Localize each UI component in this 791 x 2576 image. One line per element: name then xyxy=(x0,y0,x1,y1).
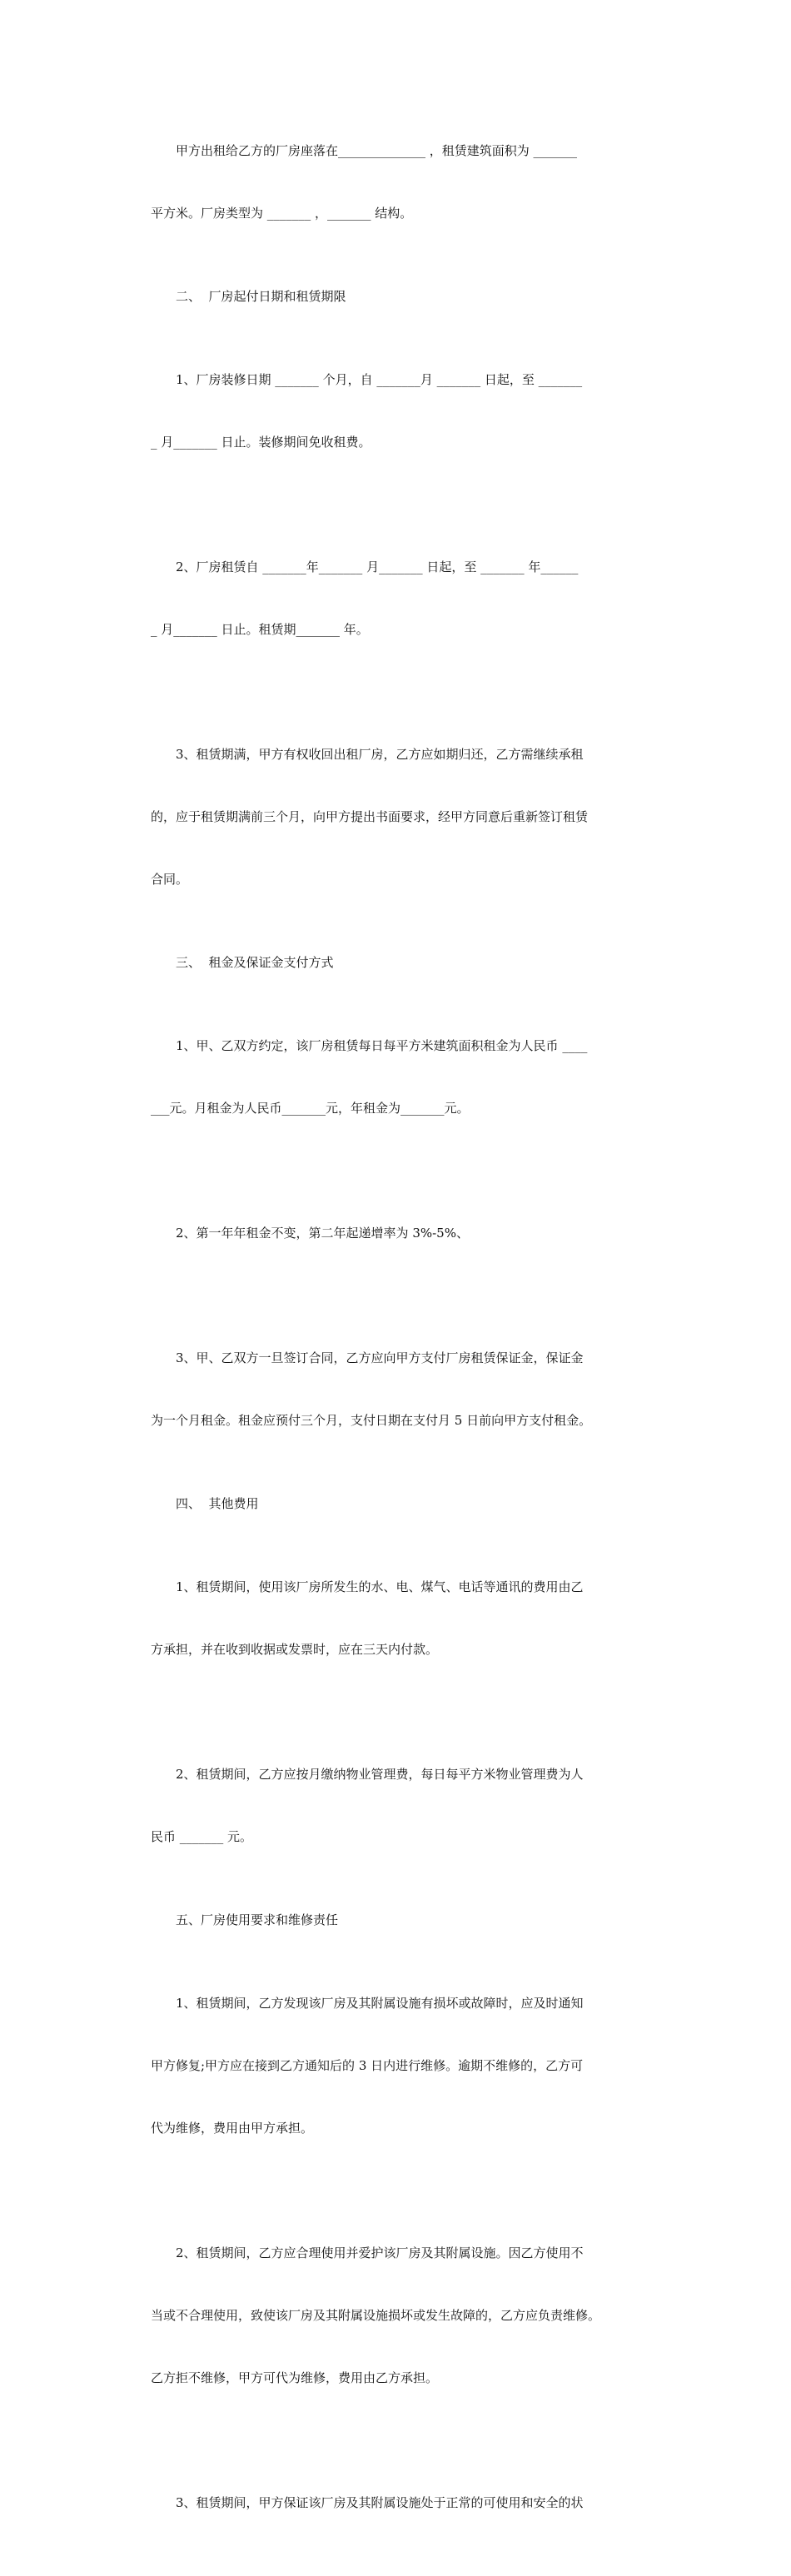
text-line: ___元。月租金为人民币_______元，年租金为_______元。 xyxy=(151,1101,470,1116)
text-line: 1、租赁期间，使用该厂房所发生的水、电、煤气、电话等通讯的费用由乙 xyxy=(176,1579,584,1594)
paragraph-3-2 xyxy=(151,1181,645,1286)
text-line: 当或不合理使用，致使该厂房及其附属设施损坏或发生故障的，乙方应负责维修。 xyxy=(151,2308,601,2323)
paragraph-2-3 xyxy=(151,703,645,932)
text-line: 甲方修复;甲方应在接到乙方通知后的 3 日内进行维修。逾期不维修的，乙方可 xyxy=(151,2058,584,2073)
paragraph-location-area xyxy=(151,99,645,266)
paragraph-2-1 xyxy=(151,328,645,495)
text-line: 平方米。厂房类型为 _______ ，_______ 结构。 xyxy=(151,206,413,221)
section-heading-4: 四、 其他费用 xyxy=(176,1496,259,1511)
text-line: 2、第一年年租金不变，第二年起递增率为 3%-5%、 xyxy=(176,1226,469,1241)
text-line: 2、租赁期间，乙方应合理使用并爱护该厂房及其附属设施。因乙方使用不 xyxy=(176,2245,584,2260)
paragraph-3-1 xyxy=(151,994,645,1161)
text-line: 3、甲、乙双方一旦签订合同，乙方应向甲方支付厂房租赁保证金，保证金 xyxy=(176,1350,584,1365)
text-line: 代为维修，费用由甲方承担。 xyxy=(151,2121,314,2136)
text-line: _ 月_______ 日止。租赁期_______ 年。 xyxy=(151,622,369,637)
section-heading-2: 二、 厂房起付日期和租赁期限 xyxy=(176,289,346,304)
section-heading-5: 五、厂房使用要求和维修责任 xyxy=(176,1912,339,1927)
text-line: _ 月_______ 日止。装修期间免收租费。 xyxy=(151,435,371,450)
text-line: 1、租赁期间，乙方发现该厂房及其附属设施有损坏或故障时，应及时通知 xyxy=(176,1996,584,2011)
text-line: 1、甲、乙双方约定，该厂房租赁每日每平方米建筑面积租金为人民币 ____ xyxy=(176,1038,588,1053)
text-line: 方承担，并在收到收据或发票时，应在三天内付款。 xyxy=(151,1642,439,1657)
text-line: 甲方出租给乙方的厂房座落在______________ ，租赁建筑面积为 _______ xyxy=(176,143,578,158)
paragraph-3-3 xyxy=(151,1306,645,1473)
paragraph-4-1 xyxy=(151,1535,645,1702)
paragraph-4-2 xyxy=(151,1723,645,1889)
paragraph-2-2 xyxy=(151,515,645,682)
text-line: 3、租赁期满，甲方有权收回出租厂房，乙方应如期归还，乙方需继续承租 xyxy=(176,747,584,762)
text-line: 1、厂房装修日期 _______ 个月，自 _______月 _______ 日起，至 _______ xyxy=(176,372,583,387)
text-line: 为一个月租金。租金应预付三个月，支付日期在支付月 5 日前向甲方支付租金。 xyxy=(151,1413,592,1428)
text-line: 乙方拒不维修，甲方可代为维修，费用由乙方承担。 xyxy=(151,2370,439,2385)
text-line: 的，应于租赁期满前三个月，向甲方提出书面要求，经甲方同意后重新签订租赁 xyxy=(151,809,589,824)
paragraph-5-1 xyxy=(151,1952,645,2181)
text-line: 民币 _______ 元。 xyxy=(151,1829,253,1844)
document-page xyxy=(151,99,645,2576)
text-line: 2、厂房租赁自 _______年_______ 月_______ 日起，至 _______ 年______ xyxy=(176,559,579,574)
text-line: 3、租赁期间，甲方保证该厂房及其附属设施处于正常的可使用和安全的状 xyxy=(176,2495,584,2510)
text-line: 2、租赁期间，乙方应按月缴纳物业管理费，每日每平方米物业管理费为人 xyxy=(176,1767,584,1782)
section-heading-3: 三、 租金及保证金支付方式 xyxy=(176,955,334,970)
text-line: 合同。 xyxy=(151,872,189,887)
paragraph-5-2 xyxy=(151,2201,645,2430)
paragraph-5-3 xyxy=(151,2451,645,2555)
